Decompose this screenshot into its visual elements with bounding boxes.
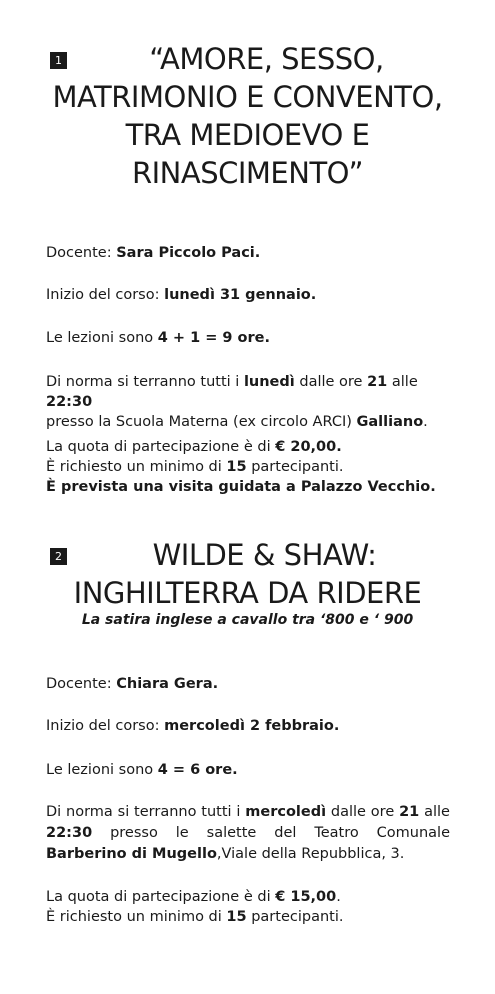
teacher-label: Docente:	[46, 676, 117, 692]
start-label: Inizio del corso:	[46, 287, 165, 303]
start-date: mercoledì 2 febbraio.	[164, 718, 340, 734]
minimum-suffix: partecipanti.	[246, 909, 344, 925]
course-2-title-line: INGHILTERRA DA RIDERE	[73, 576, 422, 610]
course-2-start	[46, 716, 450, 736]
fee-end: .	[336, 889, 341, 905]
schedule-text: alle	[387, 374, 418, 390]
course-2-title-line: WILDE & SHAW:	[152, 538, 377, 572]
schedule-text: .	[423, 414, 428, 430]
lessons-value: 4 = 6 ore.	[157, 762, 238, 778]
course-1-title	[0, 40, 495, 192]
course-1-visit	[46, 477, 450, 497]
course-2-schedule	[46, 802, 450, 865]
course-1-lessons	[46, 328, 450, 348]
schedule-place: Barberino di Mugello	[46, 846, 217, 862]
visit-note: È prevista una visita guidata a Palazzo Vecchio.	[46, 479, 436, 495]
schedule-to: 22:30	[46, 825, 93, 841]
fee-value: € 15,00	[275, 889, 337, 905]
minimum-label: È richiesto un minimo di	[46, 909, 227, 925]
course-2	[0, 536, 495, 628]
schedule-from: 21	[399, 804, 420, 820]
lessons-label: Le lezioni sono	[46, 762, 158, 778]
teacher-label: Docente:	[46, 245, 117, 261]
lessons-value: 4 + 1 = 9 ore.	[157, 330, 271, 346]
start-date: lunedì 31 gennaio.	[164, 287, 317, 303]
course-1-title-block	[0, 40, 495, 192]
fee-label: La quota di partecipazione è di	[46, 889, 276, 905]
schedule-place: Galliano	[356, 414, 424, 430]
course-1-start	[46, 285, 450, 305]
schedule-text: Di norma si terranno tutti i	[46, 804, 246, 820]
minimum-suffix: partecipanti.	[246, 459, 344, 475]
schedule-text: presso le salette del Teatro Comunale	[92, 825, 450, 841]
course-2-lessons	[46, 760, 450, 780]
fee-value: € 20,00.	[275, 439, 342, 455]
course-1	[0, 40, 495, 192]
schedule-day: mercoledì	[245, 804, 327, 820]
course-1-teacher	[46, 243, 450, 263]
course-1-title-line: TRA MEDIOEVO E	[125, 118, 370, 152]
course-1-minimum	[46, 457, 450, 477]
course-1-title-line: “AMORE, SESSO,	[149, 42, 384, 76]
schedule-to: 22:30	[46, 394, 93, 410]
schedule-text: ,Viale della Repubblica, 3.	[216, 846, 405, 862]
course-2-minimum	[46, 907, 450, 927]
teacher-name: Chiara Gera.	[116, 676, 219, 692]
course-1-title-line: RINASCIMENTO”	[131, 156, 364, 190]
course-2-title-block	[0, 536, 495, 628]
minimum-label: È richiesto un minimo di	[46, 459, 227, 475]
minimum-value: 15	[226, 459, 247, 475]
course-2-subtitle: La satira inglese a cavallo tra ‘800 e ‘ 900	[81, 612, 414, 628]
fee-label: La quota di partecipazione è di	[46, 439, 276, 455]
start-label: Inizio del corso:	[46, 718, 165, 734]
schedule-day: lunedì	[243, 374, 295, 390]
schedule-text: dalle ore	[326, 804, 395, 820]
course-2-fee-block	[46, 887, 450, 927]
schedule-text: alle	[419, 804, 450, 820]
course-2-teacher	[46, 674, 450, 694]
course-2-title	[0, 536, 495, 612]
schedule-from: 21	[367, 374, 388, 390]
course-1-fee	[46, 437, 450, 457]
schedule-text: presso la Scuola Materna (ex circolo ARCI)	[46, 414, 357, 430]
course-1-title-line: MATRIMONIO E CONVENTO,	[52, 80, 443, 114]
course-2-number-badge: 2	[50, 548, 67, 565]
schedule-text: dalle ore	[294, 374, 368, 390]
course-2-fee	[46, 887, 450, 907]
minimum-value: 15	[226, 909, 247, 925]
schedule-text: Di norma si terranno tutti i	[46, 374, 244, 390]
lessons-label: Le lezioni sono	[46, 330, 158, 346]
course-1-fee-block	[46, 437, 450, 497]
course-1-number-badge: 1	[50, 52, 67, 69]
course-1-schedule	[46, 372, 450, 432]
teacher-name: Sara Piccolo Paci.	[116, 245, 261, 261]
